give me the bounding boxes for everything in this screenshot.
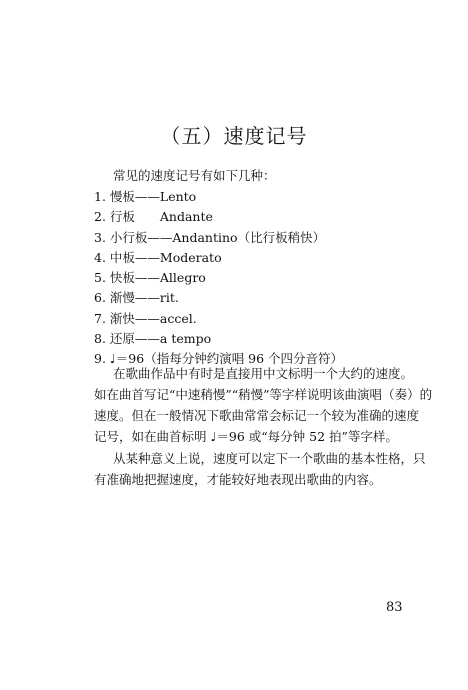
list-item: 7. 渐快——accel. — [94, 310, 197, 326]
list-item: 9. ♩＝96（指每分钟约演唱 96 个四分音符） — [94, 351, 344, 367]
list-item: 6. 渐慢——rit. — [94, 290, 179, 306]
list-item: 4. 中板——Moderato — [94, 249, 222, 265]
list-item: 8. 还原——a tempo — [94, 331, 212, 347]
paragraph-2-line: 有准确地把握速度，才能较好地表现出歌曲的内容。 — [94, 472, 382, 487]
paragraph-2-line: 从某种意义上说，速度可以定下一个歌曲的基本性格，只 — [113, 451, 426, 466]
paragraph-1-line: 记号，如在曲首标明 ♩＝96 或“每分钟 52 拍”等字样。 — [94, 429, 398, 444]
list-item: 1. 慢板——Lento — [94, 189, 197, 204]
list-item: 2. 行板 Andante — [94, 209, 213, 225]
page-number: 83 — [386, 600, 403, 615]
intro-text: 常见的速度记号有如下几种： — [113, 168, 276, 183]
paragraph-1-line: 速度。但在一般情况下歌曲常常会标记一个较为准确的速度 — [94, 408, 420, 423]
paragraph-1-line: 如在曲首写记“中速稍慢”“稍慢”等字样说明该曲演唱（奏）的 — [94, 387, 433, 402]
tempo-marking-list — [94, 187, 343, 370]
list-item: 5. 快板——Allegro — [94, 270, 206, 286]
section-title: （五）速度记号 — [160, 124, 308, 148]
paragraph-1-line: 在歌曲作品中有时是直接用中文标明一个大约的速度。 — [113, 366, 414, 381]
list-item: 3. 小行板——Andantino（比行板稍快） — [94, 229, 326, 245]
